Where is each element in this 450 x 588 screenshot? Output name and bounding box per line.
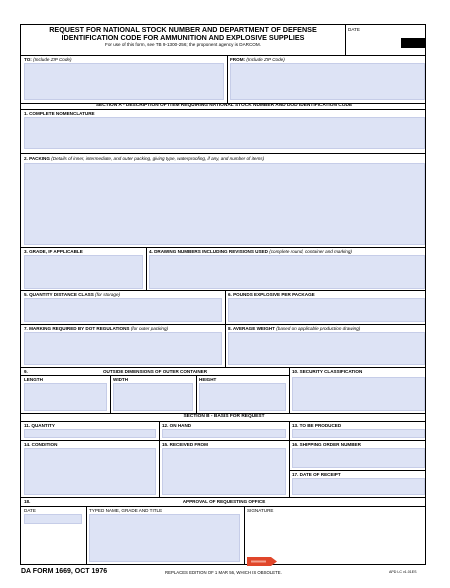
divider-date-name xyxy=(86,506,87,564)
to-label: TO: (Include ZIP Code) xyxy=(24,57,72,62)
to-be-produced-field[interactable] xyxy=(292,429,425,438)
dot-marking-field[interactable] xyxy=(24,332,222,365)
form-title-line2: IDENTIFICATION CODE FOR AMMUNITION AND EXPLOSIVE SUPPLIES xyxy=(61,33,305,42)
height-field[interactable] xyxy=(199,383,286,411)
quantity-distance-field[interactable] xyxy=(24,298,222,322)
pounds-explosive-field[interactable] xyxy=(228,298,425,322)
divider-9-10 xyxy=(289,367,290,413)
rule-9 xyxy=(21,375,289,376)
from-hint: (Include ZIP Code) xyxy=(246,57,285,62)
drawing-numbers-hint: (complete round, container and marking) xyxy=(269,249,352,254)
rule-4 xyxy=(21,153,425,154)
form-subtitle: For use of this form, see TB 9-1300-256; the proponent agency is DARCOM. xyxy=(105,42,261,47)
security-classification-label: 10. SECURITY CLASSIFICATION xyxy=(292,369,363,374)
item-18-label: 18. xyxy=(24,499,31,504)
packing-label: 2. PACKING (Details of inner, intermediate, and outer packing, giving type, waterproofing, if any, and number of items) xyxy=(24,156,265,161)
drawing-numbers-field[interactable] xyxy=(149,255,425,289)
quantity-label: 11. QUANTITY xyxy=(24,423,55,428)
shipping-order-number-field[interactable] xyxy=(292,448,425,468)
length-label: LENGTH xyxy=(24,377,43,382)
section-b-heading: SECTION B - BASIS FOR REQUEST xyxy=(183,414,265,419)
quantity-distance-hint: (for storage) xyxy=(95,292,121,297)
on-hand-label: 12. ON HAND xyxy=(162,423,192,428)
average-weight-label: 8. AVERAGE WEIGHT (based on applicable production drawing) xyxy=(228,326,361,331)
section-a-heading: SECTION A - DESCRIPTION OF ITEM REQUIRING NATIONAL STOCK NUMBER AND DOD IDENTIFICATION CODE xyxy=(95,103,353,108)
sign-here-tab-icon[interactable] xyxy=(247,553,277,562)
divider-5-8 xyxy=(225,290,226,367)
divider-length-width xyxy=(110,375,111,413)
rule-13 xyxy=(289,470,425,471)
condition-field[interactable] xyxy=(24,448,156,495)
received-from-field[interactable] xyxy=(162,448,286,495)
security-classification-field[interactable] xyxy=(292,377,425,411)
grade-label: 3. GRADE, IF APPLICABLE xyxy=(24,249,83,254)
to-address-field[interactable] xyxy=(24,63,224,100)
received-from-label: 15. RECEIVED FROM xyxy=(162,442,208,447)
rule-5 xyxy=(21,247,425,248)
divider-name-signature xyxy=(244,506,245,564)
quantity-distance-label: 5. QUANTITY DISTANCE CLASS (for storage) xyxy=(24,292,121,297)
to-from-divider xyxy=(227,55,228,103)
from-label: FROM: (Include ZIP Code) xyxy=(230,57,285,62)
outer-container-dimensions-heading: OUTSIDE DIMENSIONS OF OUTER CONTAINER xyxy=(102,369,208,374)
form-title-line1: REQUEST FOR NATIONAL STOCK NUMBER AND DEPARTMENT OF DEFENSE xyxy=(49,25,317,34)
divider-12-17 xyxy=(289,421,290,497)
typed-name-field[interactable] xyxy=(89,514,240,562)
length-field[interactable] xyxy=(24,383,107,411)
height-label: HEIGHT xyxy=(199,377,217,382)
signature-label: SIGNATURE xyxy=(247,508,274,513)
form-id: DA FORM 1669, OCT 1976 xyxy=(21,568,108,575)
grade-field[interactable] xyxy=(24,255,143,289)
rule-3 xyxy=(21,109,425,110)
da-form-1669 xyxy=(20,24,426,565)
typed-name-label: TYPED NAME, GRADE AND TITLE xyxy=(89,508,163,513)
rule-12 xyxy=(21,440,425,441)
nomenclature-field[interactable] xyxy=(24,117,425,149)
to-be-produced-label: 13. TO BE PRODUCED xyxy=(292,423,342,428)
packing-hint: (Details of inner, intermediate, and outer packing, giving type, waterproofing, if any, and number of items) xyxy=(51,156,265,161)
shipping-order-number-label: 16. SHIPPING ORDER NUMBER xyxy=(292,442,361,447)
rule-15 xyxy=(21,506,425,507)
date-of-receipt-field[interactable] xyxy=(292,478,425,495)
apd-version: APD LC v1.01ES xyxy=(389,570,417,574)
date-of-receipt-label: 17. DATE OF RECEIPT xyxy=(292,472,341,477)
date-label: DATE xyxy=(348,27,360,32)
rule-14 xyxy=(21,497,425,498)
rule-7 xyxy=(21,324,425,325)
nomenclature-label: 1. COMPLETE NOMENCLATURE xyxy=(24,111,95,116)
divider-3-4 xyxy=(146,247,147,290)
width-field[interactable] xyxy=(113,383,193,411)
rule-11 xyxy=(21,421,425,422)
divider-11-15 xyxy=(159,421,160,497)
rule-6 xyxy=(21,290,425,291)
form-title xyxy=(21,26,345,42)
condition-label: 14. CONDITION xyxy=(24,442,58,447)
on-hand-field[interactable] xyxy=(162,429,286,438)
approval-heading: APPROVAL OF REQUESTING OFFICE xyxy=(182,499,266,504)
date-field[interactable] xyxy=(401,38,426,48)
dot-marking-label: 7. MARKING REQUIRED BY DOT REGULATIONS (for outer packing) xyxy=(24,326,169,331)
item-9-label: 9. xyxy=(24,369,28,374)
drawing-numbers-label: 4. DRAWING NUMBERS INCLUDING REVISIONS USED (complete round, container and marking) xyxy=(149,249,352,254)
approval-date-label: DATE xyxy=(24,508,36,513)
header-divider xyxy=(345,25,346,55)
width-label: WIDTH xyxy=(113,377,129,382)
divider-width-height xyxy=(196,375,197,413)
replaces-note: REPLACES EDITION OF 1 MAR 56, WHICH IS OBSOLETE. xyxy=(165,570,282,575)
packing-field[interactable] xyxy=(24,163,425,245)
pounds-explosive-label: 6. POUNDS EXPLOSIVE PER PACKAGE xyxy=(228,292,315,297)
average-weight-field[interactable] xyxy=(228,332,425,365)
quantity-field[interactable] xyxy=(24,429,156,438)
from-address-field[interactable] xyxy=(230,63,425,100)
dot-marking-hint: (for outer packing) xyxy=(130,326,169,331)
rule-8 xyxy=(21,367,425,368)
average-weight-hint: (based on applicable production drawing) xyxy=(276,326,361,331)
rule-1 xyxy=(21,55,425,56)
to-hint: (Include ZIP Code) xyxy=(33,57,72,62)
sign-here-arrow-icon xyxy=(247,557,277,566)
approval-date-field[interactable] xyxy=(24,514,82,524)
